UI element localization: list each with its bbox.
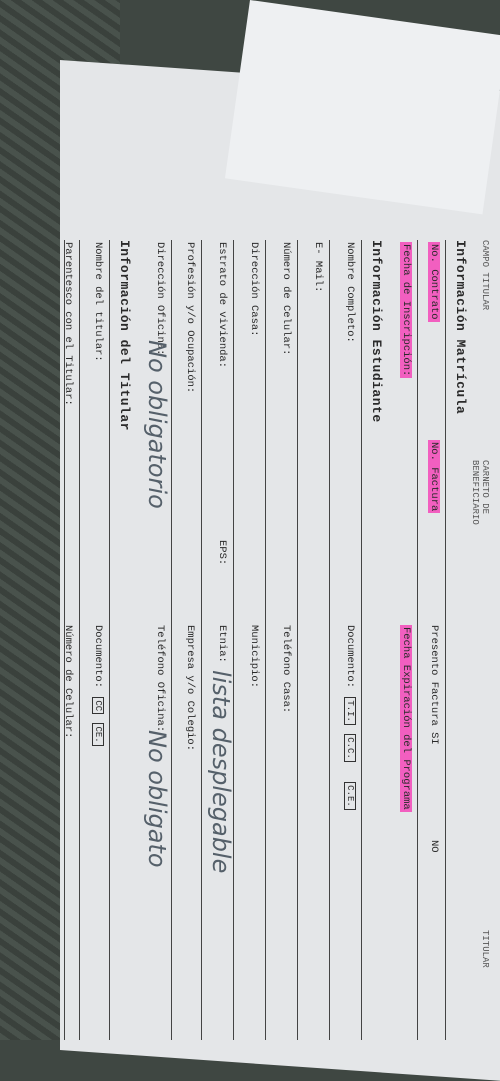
header-strip xyxy=(470,240,490,968)
titular-nombre-label: Nombre del titular: xyxy=(92,242,104,362)
row-direccion-oficina xyxy=(137,240,172,1040)
titular-celular-label: Número de Celular: xyxy=(62,625,74,739)
registration-form xyxy=(62,240,490,1040)
doc-option-ti[interactable]: T.I. xyxy=(344,697,356,725)
direccion-oficina-label: Dirección Oficina: xyxy=(154,242,166,356)
documento-label xyxy=(344,625,356,810)
titular-documento-text: Documento: xyxy=(92,625,104,689)
doc-option-ce[interactable]: C.E. xyxy=(344,782,356,810)
telefono-handwritten-note: No obligato xyxy=(143,730,171,868)
email-label: E- Mail: xyxy=(312,242,324,293)
row-estrato xyxy=(201,240,234,1040)
municipio-label: Municipio: xyxy=(248,625,260,689)
header-center: CARNETO DE BENEFICIARIO xyxy=(470,460,490,525)
doc-option-cc[interactable]: C.C. xyxy=(344,734,356,762)
header-right: TITULAR xyxy=(480,930,490,968)
row-direccion-casa xyxy=(233,240,266,1040)
overlapping-sheet xyxy=(225,0,500,214)
etnia-handwritten-note: lista desplegable xyxy=(207,670,235,874)
row-fechas xyxy=(391,240,418,1040)
direccion-casa-label: Dirección Casa: xyxy=(248,242,260,337)
row-email xyxy=(297,240,330,1040)
telefono-oficina-label: Teléfono Oficina: xyxy=(154,625,166,733)
etnia-label: Etnia: xyxy=(216,625,228,663)
eps-label: EPS: xyxy=(216,540,228,566)
row-nombre xyxy=(329,240,362,1040)
presento-factura-label: Presento Factura SI xyxy=(428,625,440,745)
fecha-expiracion-label: Fecha Expiración del Programa xyxy=(400,627,412,810)
profesion-label: Profesión y/o Ocupación: xyxy=(184,242,196,394)
no-option-label: NO xyxy=(428,840,440,853)
estrato-label: Estrato de vivienda: xyxy=(216,242,228,369)
fecha-inscripcion-label: Fecha de Inscripción: xyxy=(400,244,412,377)
section-titular-title: Información del Titular xyxy=(117,240,132,431)
no-factura-label: No. Factura xyxy=(428,442,440,512)
section-estudiante-title: Información Estudiante xyxy=(369,240,384,423)
empresa-label: Empresa y/o Colegio: xyxy=(184,625,196,752)
row-profesion xyxy=(171,240,202,1040)
header-left: CAMPO TITULAR xyxy=(480,240,490,311)
titular-documento-label xyxy=(92,625,104,746)
row-contrato xyxy=(417,240,446,1040)
telefono-casa-label: Teléfono Casa: xyxy=(280,625,292,714)
nombre-completo-label: Nombre Completo: xyxy=(344,242,356,343)
no-contrato-label: No. Contrato xyxy=(428,244,440,320)
row-titular-nombre xyxy=(79,240,110,1040)
parentesco-label: Parentesco con el Titular: xyxy=(62,242,74,406)
direccion-handwritten-note: No obligatorio xyxy=(143,340,171,509)
celular-label: Número de Celular: xyxy=(280,242,292,356)
row-titular-parentesco xyxy=(64,240,80,1040)
documento-text: Documento: xyxy=(344,625,356,689)
row-celular xyxy=(265,240,298,1040)
titular-doc-option-ce[interactable]: CE. xyxy=(92,723,104,745)
titular-doc-option-cc[interactable]: CC xyxy=(92,697,104,714)
section-matricula-title: Información Matrícula xyxy=(453,240,468,415)
